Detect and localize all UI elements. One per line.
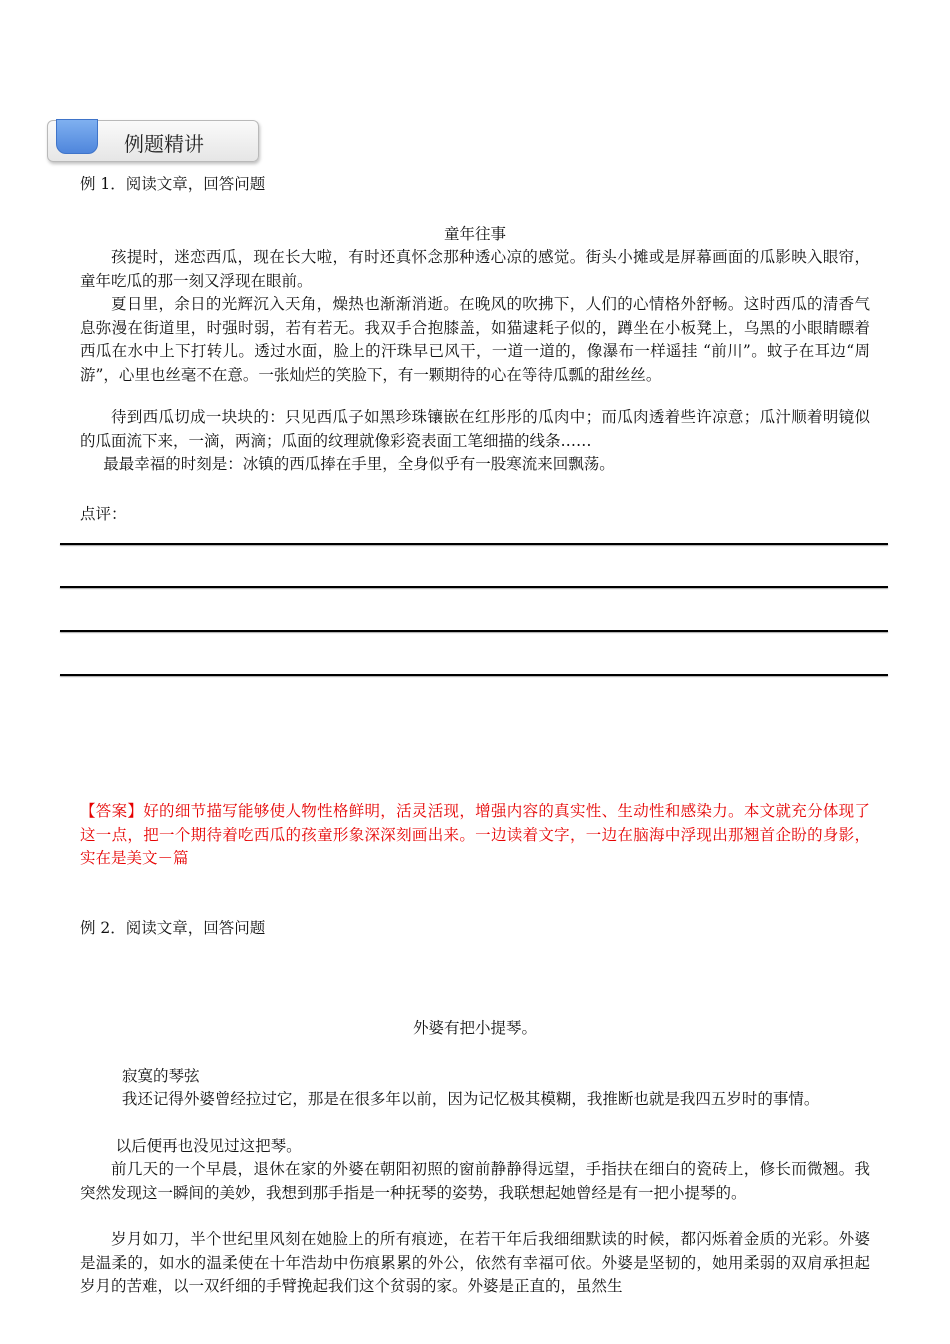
example1-title: 童年往事 bbox=[443, 225, 506, 243]
example2-paragraph-4: 岁月如刀，半个世纪里风刻在她脸上的所有痕迹，在若干年后我细细默读的时候，都闪烁着金质的光彩。外婆是温柔的，如水的温柔使在十年浩劫中伤痕累累的外公，依然有幸福可依。外婆是坚韧的，她用柔弱的双肩承担起岁月的苦难，以一双纤细的手臂挽起我们这个贫弱的家。外婆是正直的，虽然生 bbox=[80, 1230, 870, 1295]
answer-line-2[interactable] bbox=[60, 586, 888, 588]
example2-subtitle: 寂寞的琴弦 bbox=[122, 1067, 200, 1085]
example2-paragraph-3: 前几天的一个早晨，退休在家的外婆在朝阳初照的窗前静静得远望，手指扶在细白的瓷砖上，修长而微翘。我突然发现这一瞬间的美妙，我想到那手指是一种抚琴的姿势，我联想起她曾经是有一把小提琴的。 bbox=[80, 1160, 870, 1202]
example2-prompt: 例 2．阅读文章，回答问题 bbox=[80, 919, 266, 937]
answer-line-1[interactable] bbox=[60, 543, 888, 545]
example1-paragraph-1: 孩提时，迷恋西瓜，现在长大啦，有时还真怀念那种透心凉的感觉。街头小摊或是屏幕画面的瓜影映入眼帘，童年吃瓜的那一刻又浮现在眼前。 bbox=[80, 248, 870, 290]
section-title: 例题精讲 bbox=[124, 132, 204, 156]
example1-paragraph-2: 夏日里，余日的光辉沉入天角，燥热也渐渐消逝。在晚风的吹拂下，人们的心情格外舒畅。这时西瓜的清香气息弥漫在街道里，时强时弱，若有若无。我双手合抱膝盖，如猫逮耗子似的，蹲坐在小板凳上，乌黑的小眼睛瞟着西瓜在水中上下打转儿。透过水面，脸上的汗珠早已风干，一道一道的，像瀑布一样遥挂 “前川”。蚊子在耳边“周游”，心里也丝毫不在意。一张灿烂的笑脸下，有一颗期待的心在等待瓜瓢的甜丝丝。 bbox=[80, 295, 870, 384]
example1-prompt: 例 1．阅读文章，回答问题 bbox=[80, 175, 266, 193]
example1-paragraph-4: 最最幸福的时刻是：冰镇的西瓜捧在手里，全身似乎有一股寒流来回飘荡。 bbox=[103, 455, 615, 473]
example2-paragraph-1: 我还记得外婆曾经拉过它，那是在很多年以前，因为记忆极其模糊，我推断也就是我四五岁时的事情。 bbox=[121, 1090, 820, 1108]
answer-line-4[interactable] bbox=[60, 674, 888, 676]
section-header bbox=[47, 120, 259, 162]
example2-title: 外婆有把小提琴。 bbox=[412, 1019, 537, 1037]
example1-paragraph-3: 待到西瓜切成一块块的：只见西瓜子如黑珍珠镶嵌在红彤彤的瓜肉中；而瓜肉透着些许凉意；瓜汁顺着明镜似的瓜面流下来，一滴，两滴；瓜面的纹理就像彩瓷表面工笔细描的线条…… bbox=[80, 408, 870, 450]
example1-answer: 【答案】好的细节描写能够使人物性格鲜明，活灵活现，增强内容的真实性、生动性和感染力。本文就充分体现了这一点，把一个期待着吃西瓜的孩童形象深深刻画出来。一边读着文字，一边在脑海中浮现出那翘首企盼的身影，实在是美文－篇 bbox=[80, 802, 870, 867]
blue-tab-icon bbox=[56, 119, 98, 154]
example2-paragraph-2: 以后便再也没见过这把琴。 bbox=[115, 1137, 302, 1155]
answer-line-3[interactable] bbox=[60, 630, 888, 632]
comment-label: 点评： bbox=[80, 505, 127, 523]
